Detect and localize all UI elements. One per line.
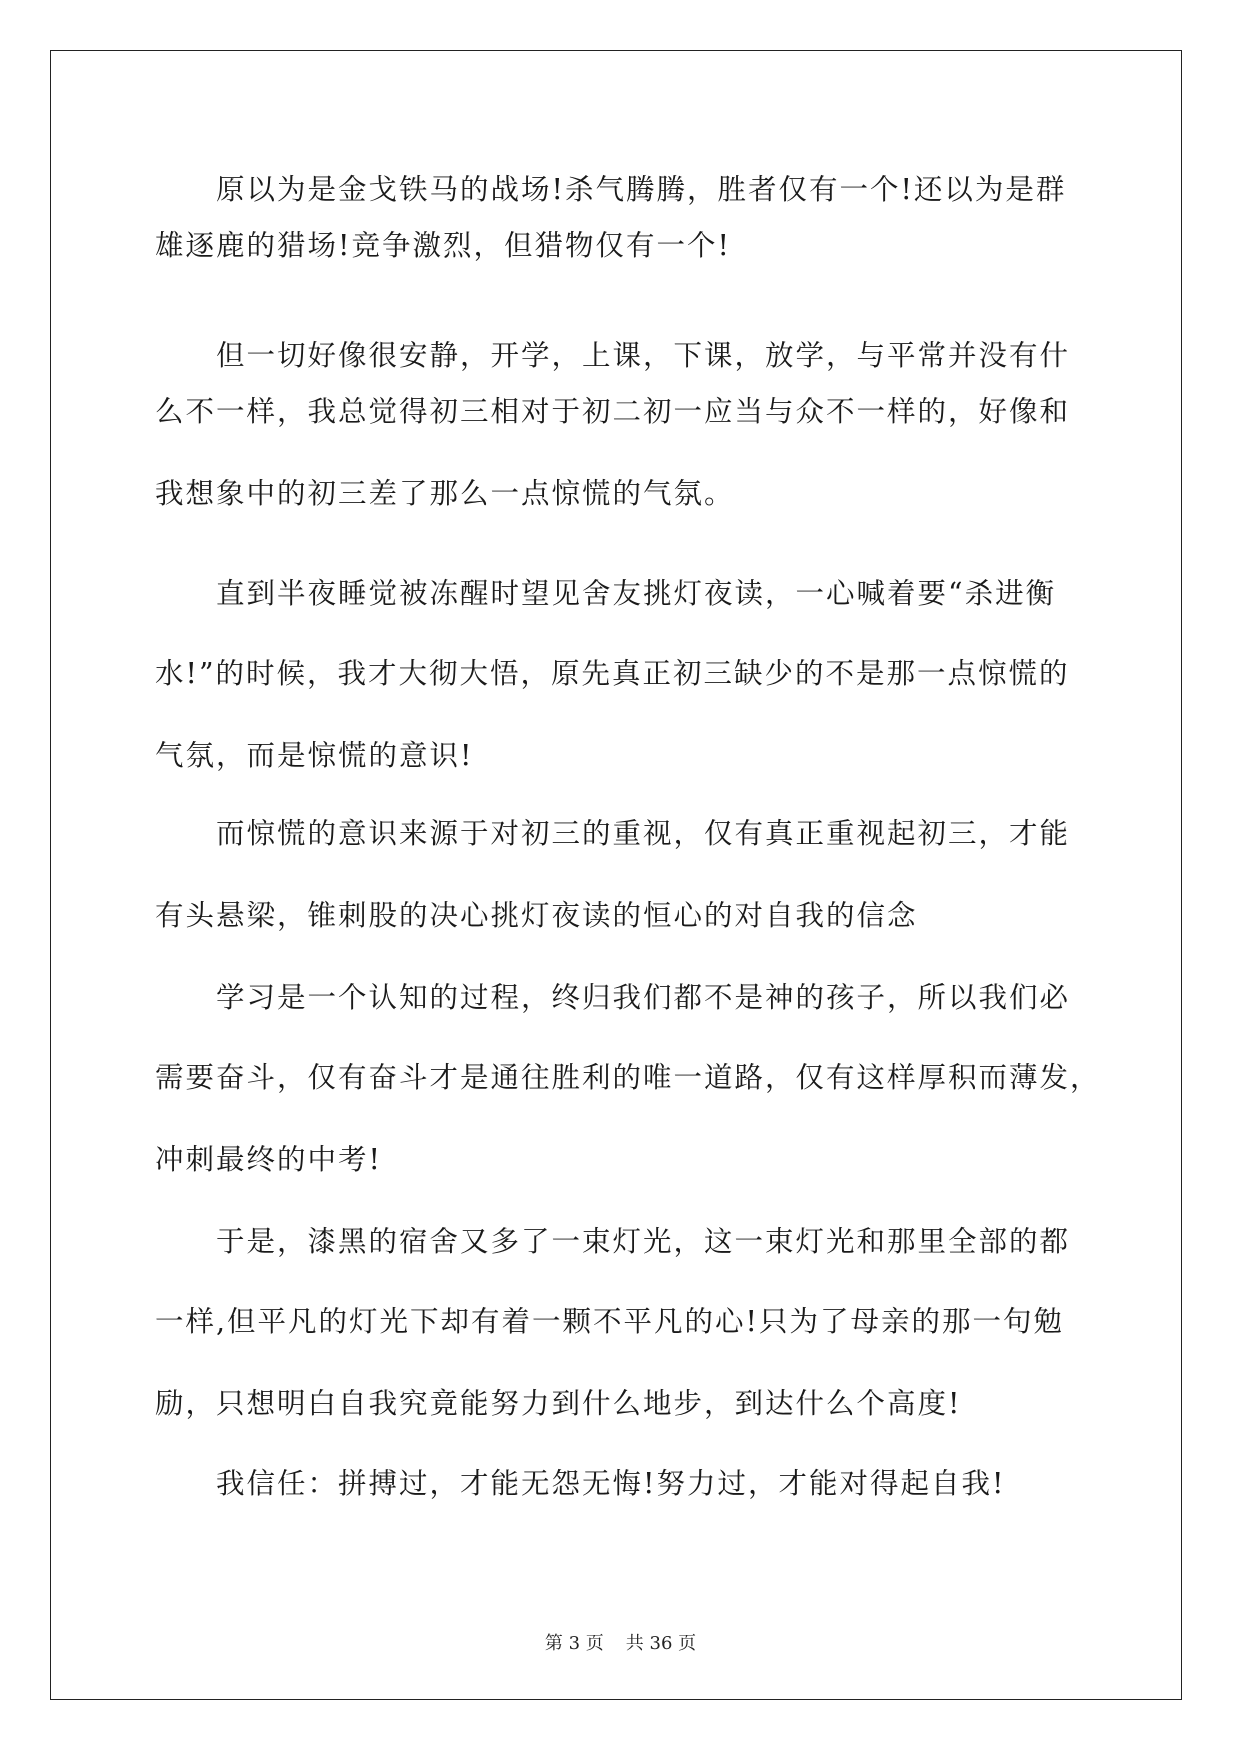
text-line: 雄逐鹿的猎场!竞争激烈，但猎物仅有一个! <box>155 229 731 262</box>
text-line: 水!”的时候，我才大彻大悟，原先真正初三缺少的不是那一点惊慌的 <box>155 657 1070 690</box>
text-line: 原以为是金戈铁马的战场!杀气腾腾，胜者仅有一个!还以为是群 <box>216 173 1067 206</box>
total-pages: 共 36 页 <box>625 1633 697 1654</box>
text-line: 我信任：拼搏过，才能无怨无悔!努力过，才能对得起自我! <box>216 1467 1006 1500</box>
page-border <box>50 50 1182 1700</box>
text-line: 气氛，而是惊慌的意识! <box>155 739 474 772</box>
text-line: 直到半夜睡觉被冻醒时望见舍友挑灯夜读，一心喊着要“杀进衡 <box>216 577 1057 610</box>
text-line: 于是，漆黑的宿舍又多了一束灯光，这一束灯光和那里全部的都 <box>216 1225 1071 1258</box>
page-footer <box>0 1632 1241 1656</box>
text-line: 冲刺最终的中考! <box>155 1143 382 1176</box>
text-line: 而惊慌的意识来源于对初三的重视，仅有真正重视起初三，才能 <box>216 817 1071 850</box>
text-line: 有头悬梁，锥刺股的决心挑灯夜读的恒心的对自我的信念 <box>155 899 918 932</box>
text-line: 但一切好像很安静，开学，上课，下课，放学，与平常并没有什 <box>216 339 1071 372</box>
text-line: 励，只想明白自我究竟能努力到什么地步，到达什么个高度! <box>155 1387 962 1420</box>
page-number: 第 3 页 <box>544 1633 604 1654</box>
text-line: 学习是一个认知的过程，终归我们都不是神的孩子，所以我们必 <box>216 981 1071 1014</box>
text-line: 我想象中的初三差了那么一点惊慌的气氛。 <box>155 477 735 510</box>
text-line: 么不一样，我总觉得初三相对于初二初一应当与众不一样的，好像和 <box>155 395 1071 428</box>
text-line: 一样,但平凡的灯光下却有着一颗不平凡的心!只为了母亲的那一句勉 <box>155 1305 1065 1338</box>
text-line: 需要奋斗，仅有奋斗才是通往胜利的唯一道路，仅有这样厚积而薄发， <box>155 1061 1101 1094</box>
